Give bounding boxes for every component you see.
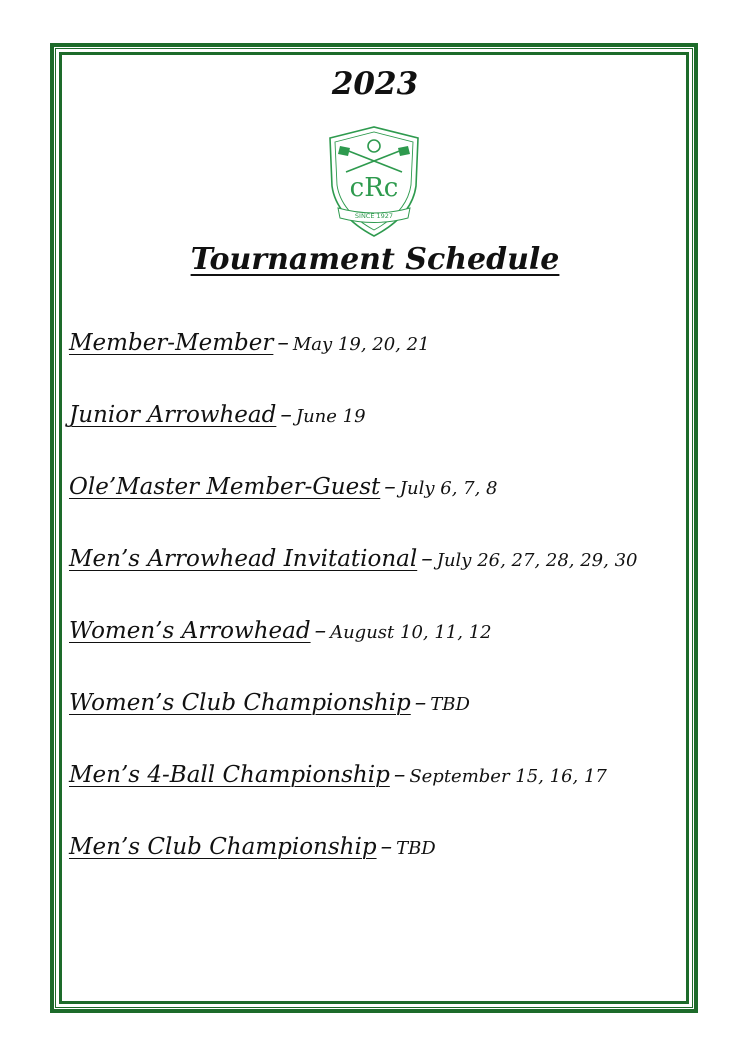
event-date: May 19, 20, 21 [292,334,430,355]
event-date: July 26, 27, 28, 29, 30 [436,550,638,571]
club-crest-logo [326,124,422,240]
event-dash: – [384,474,396,500]
event-row [69,618,492,644]
event-date: July 6, 7, 8 [399,478,498,499]
event-date: August 10, 11, 12 [330,622,492,643]
event-row [69,474,497,500]
event-row [69,762,607,788]
event-dash: – [421,546,433,572]
event-name: Men’s Club Championship [69,834,377,860]
event-dash: – [393,762,406,788]
event-date: September 15, 16, 17 [409,766,607,787]
event-dash: – [414,690,427,716]
schedule-title [0,242,750,277]
event-name: Junior Arrowhead [69,402,277,428]
year-heading: 2023 [331,66,419,102]
event-row [69,690,470,716]
event-dash: – [280,402,292,428]
logo-monogram: cRc [349,173,399,203]
schedule-title-text: Tournament Schedule [190,242,560,277]
event-date: TBD [396,838,436,859]
event-date: TBD [430,694,470,715]
event-name: Ole’Master Member-Guest [69,474,381,500]
event-name: Member-Member [69,330,274,356]
event-dash: – [277,330,289,356]
event-row [69,546,638,572]
event-row [69,834,436,860]
event-dash: – [314,618,327,644]
event-name: Women’s Arrowhead [69,618,311,644]
event-name: Men’s Arrowhead Invitational [69,546,418,572]
event-name: Men’s 4-Ball Championship [69,762,390,788]
event-name: Women’s Club Championship [69,690,411,716]
logo-banner-text: SINCE 1927 [354,212,394,220]
event-row [69,330,430,356]
event-date: June 19 [295,406,366,427]
event-dash: – [380,834,393,860]
event-row [69,402,366,428]
